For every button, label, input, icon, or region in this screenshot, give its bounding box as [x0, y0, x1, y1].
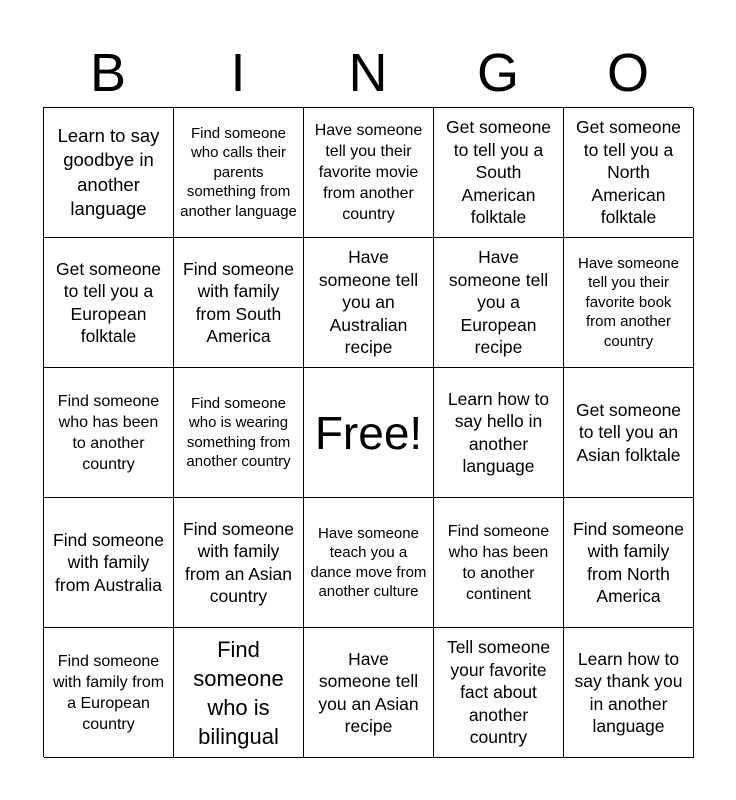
bingo-cell-r0-c3	[434, 108, 564, 238]
bingo-cell-r0-c2	[304, 108, 434, 238]
free-space-label: Free!	[314, 406, 423, 459]
bingo-cell-text: Get someone to tell you a North American folktale	[575, 117, 682, 228]
bingo-cell-text: Find someone who is bilingual	[193, 636, 284, 749]
bingo-cell-r2-c1	[174, 368, 304, 498]
bingo-cell-text: Get someone to tell you a European folktale	[55, 258, 162, 346]
bingo-cell-text: Have someone tell you their favorite movie from another country	[314, 122, 423, 223]
bingo-cell-r0-c1	[174, 108, 304, 238]
bingo-board	[43, 107, 693, 757]
bingo-cell-text: Learn how to say thank you in another language	[574, 648, 683, 736]
bingo-cell-text: Get someone to tell you a South American folktale	[445, 117, 552, 228]
bingo-cell-r4-c4	[564, 628, 694, 758]
bingo-cell-r1-c2	[304, 238, 434, 368]
bingo-cell-r4-c3	[434, 628, 564, 758]
bingo-cell-text: Find someone with family from North America	[573, 518, 684, 606]
bingo-header	[43, 40, 693, 106]
bingo-cell-text: Find someone with family from South America	[183, 258, 294, 346]
bingo-cell-r1-c1	[174, 238, 304, 368]
header-letter-g: G	[476, 43, 519, 103]
header-letter-n: N	[348, 43, 388, 103]
bingo-cell-r3-c3	[434, 498, 564, 628]
bingo-cell-r0-c4	[564, 108, 694, 238]
bingo-cell-text: Have someone tell you an Asian recipe	[318, 648, 419, 736]
bingo-cell-r1-c0	[44, 238, 174, 368]
bingo-cell-text: Get someone to tell you an Asian folktale	[575, 399, 682, 465]
bingo-cell-r3-c0	[44, 498, 174, 628]
bingo-cell-text: Tell someone your favorite fact about another country	[446, 637, 551, 748]
bingo-cell-r2-c4	[564, 368, 694, 498]
bingo-cell-r0-c0	[44, 108, 174, 238]
header-letter-i: I	[230, 43, 246, 103]
bingo-cell-text: Have someone tell you an Australian recipe	[318, 247, 419, 358]
bingo-cell-r4-c1	[174, 628, 304, 758]
bingo-cell-text: Learn how to say hello in another language	[447, 388, 550, 476]
bingo-cell-text: Find someone who calls their parents something from another language	[180, 124, 297, 220]
bingo-cell-text: Find someone with family from an Asian country	[183, 518, 294, 606]
bingo-cell-r2-c3	[434, 368, 564, 498]
bingo-cell-text: Find someone who is wearing something from another country	[186, 394, 291, 470]
bingo-cell-r4-c0	[44, 628, 174, 758]
bingo-cell-free	[304, 368, 434, 498]
bingo-cell-text: Find someone who has been to another country	[57, 392, 160, 473]
bingo-cell-text: Have someone tell you their favorite book from another country	[578, 254, 679, 350]
bingo-cell-text: Have someone teach you a dance move from another culture	[310, 524, 427, 600]
bingo-cell-r3-c2	[304, 498, 434, 628]
bingo-cell-r3-c4	[564, 498, 694, 628]
bingo-cell-r3-c1	[174, 498, 304, 628]
bingo-cell-text: Find someone with family from a European country	[52, 652, 165, 733]
bingo-cell-text: Find someone with family from Australia	[53, 529, 164, 595]
bingo-cell-r1-c4	[564, 238, 694, 368]
bingo-cell-text: Find someone who has been to another continent	[447, 522, 550, 603]
bingo-cell-text: Have someone tell you a European recipe	[448, 247, 549, 358]
bingo-cell-text: Learn to say goodbye in another language	[57, 124, 160, 219]
header-letter-b: B	[89, 43, 127, 103]
bingo-cell-r1-c3	[434, 238, 564, 368]
bingo-cell-r2-c0	[44, 368, 174, 498]
header-letter-o: O	[606, 43, 649, 103]
bingo-cell-r4-c2	[304, 628, 434, 758]
